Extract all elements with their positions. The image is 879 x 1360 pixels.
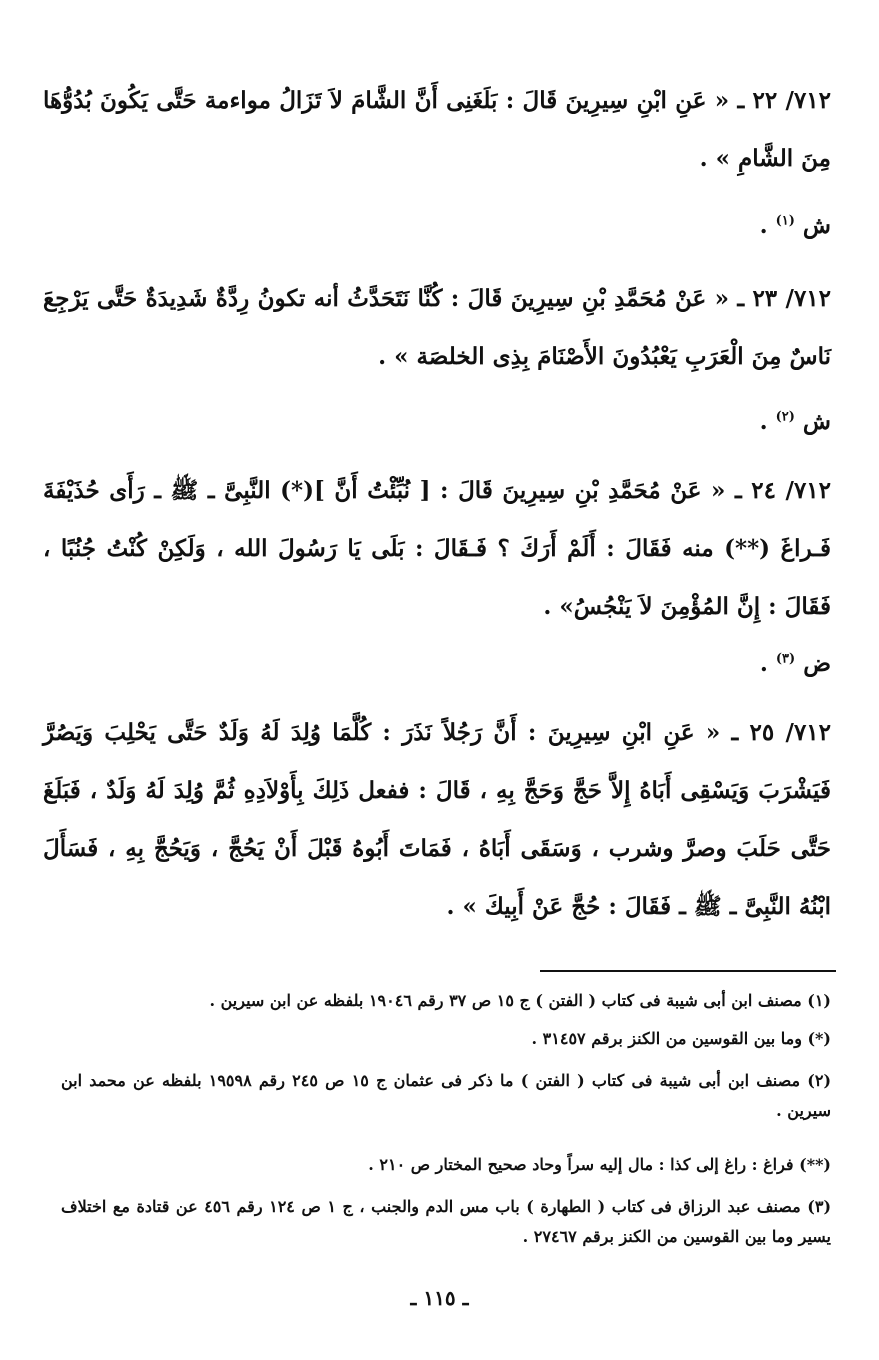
footnote-1: (١) مصنف ابن أبى شيبة فى كتاب ( الفتن ) ج ١٥ ص ٣٧ رقم ١٩٠٤٦ بلفظه عن ابن سيرين . [209, 991, 831, 1010]
footnote-3: (٣) مصنف عبد الرزاق فى كتاب ( الطهارة ) باب مس الدم والجنب ، ج ١ ص ١٢٤ رقم ٤٥٦ عن قتادة مع اختلاف يسير وما بين القوسين من الكنز برقم ٢٧٤٦٧ . [61, 1197, 832, 1246]
source-label: ض [803, 650, 831, 677]
hadith-22-source: ش $^{(١)}$ . [759, 212, 831, 239]
hadith-22: ٧١٢/ ٢٢ ـ « عَنِ ابْنِ سِيرِينَ قَالَ : بَلَغَنِى أَنَّ الشَّامَ لاَ تَزَالُ مواءمة حَتَّى يَكُونَ بُدُوُّهَا مِنَ الشَّامِ » . [43, 87, 831, 172]
hadith-24-source: ض $^{(٣)}$ . [759, 650, 831, 677]
hadith-23: ٧١٢/ ٢٣ ـ « عَنْ مُحَمَّدِ بْنِ سِيرِينَ قَالَ : كُنَّا نَتَحَدَّثُ أنه تكونُ رِدَّةٌ شَدِيدَةٌ حَتَّى يَرْجِعَ نَاسٌ مِنَ الْعَرَبِ يَعْبُدُونَ الأَصْنَامَ بِذِى الخلصَة » . [43, 285, 831, 370]
hadith-24: ٧١٢/ ٢٤ ـ « عَنْ مُحَمَّدِ بْنِ سِيرِينَ قَالَ : [ نُبِّئْتُ أَنَّ ](*) النَّبِىَّ ـ ﷺ ـ رَأَى حُذَيْفَةَ فَـراغَ (**) منه فَقَالَ : أَلَمْ أَرَكَ ؟ فَـقَالَ : بَلَى يَا رَسُولَ الله ، وَلَكِنْ كُنْتُ جُنُبًا ، فَقَالَ : إِنَّ المُؤْمِنَ لاَ يَنْجُسُ» . [43, 477, 831, 620]
footnote-ref: (١) [775, 213, 795, 229]
footnote-ref: (٣) [775, 651, 796, 667]
footnote-divider [540, 970, 836, 972]
footnote-star: (*) وما بين القوسين من الكنز برقم ٣١٤٥٧ . [531, 1029, 831, 1048]
page-number: ـ ١١٥ ـ [410, 1286, 469, 1310]
hadith-25: ٧١٢/ ٢٥ ـ « عَنِ ابْنِ سِيرِينَ : أَنَّ رَجُلاً نَذَرَ : كُلَّمَا وُلِدَ لَهُ وَلَدٌ حَتَّى يَحْلِبَ وَيَصُرَّ فَيَشْرَبَ وَيَسْقِى أَبَاهُ إِلاَّ حَجَّ وَحَجَّ بِهِ ، قَالَ : ففعل ذَلِكَ بِأَوْلاَدِهِ ثُمَّ وُلِدَ لَهُ وَلَدٌ ، فَبَلَغَ حَتَّى حَلَبَ وصرَّ وشرب ، وَسَقَى أَبَاهُ ، فَمَاتَ أَبُوهُ قَبْلَ أَنْ يَحُجَّ ، وَيَحُجَّ بِهِ ، فَسَأَلَ ابْنُهُ النَّبِىَّ ـ ﷺ ـ فَقَالَ : حُجَّ عَنْ أَبِيكَ » . [43, 719, 831, 920]
source-label: ش [802, 408, 831, 435]
footnote-double-star: (**) فراغ : راغ إلى كذا : مال إليه سراً وحاد صحيح المختار ص ٢١٠ . [368, 1155, 831, 1174]
hadith-23-source: ش $^{(٢)}$ . [759, 408, 831, 435]
footnote-ref: (٢) [775, 409, 795, 425]
footnote-2: (٢) مصنف ابن أبى شيبة فى كتاب ( الفتن ) ما ذكر فى عثمان ج ١٥ ص ٢٤٥ رقم ١٩٥٩٨ بلفظه عن محمد ابن سيرين . [61, 1071, 832, 1120]
source-label: ش [802, 212, 831, 239]
